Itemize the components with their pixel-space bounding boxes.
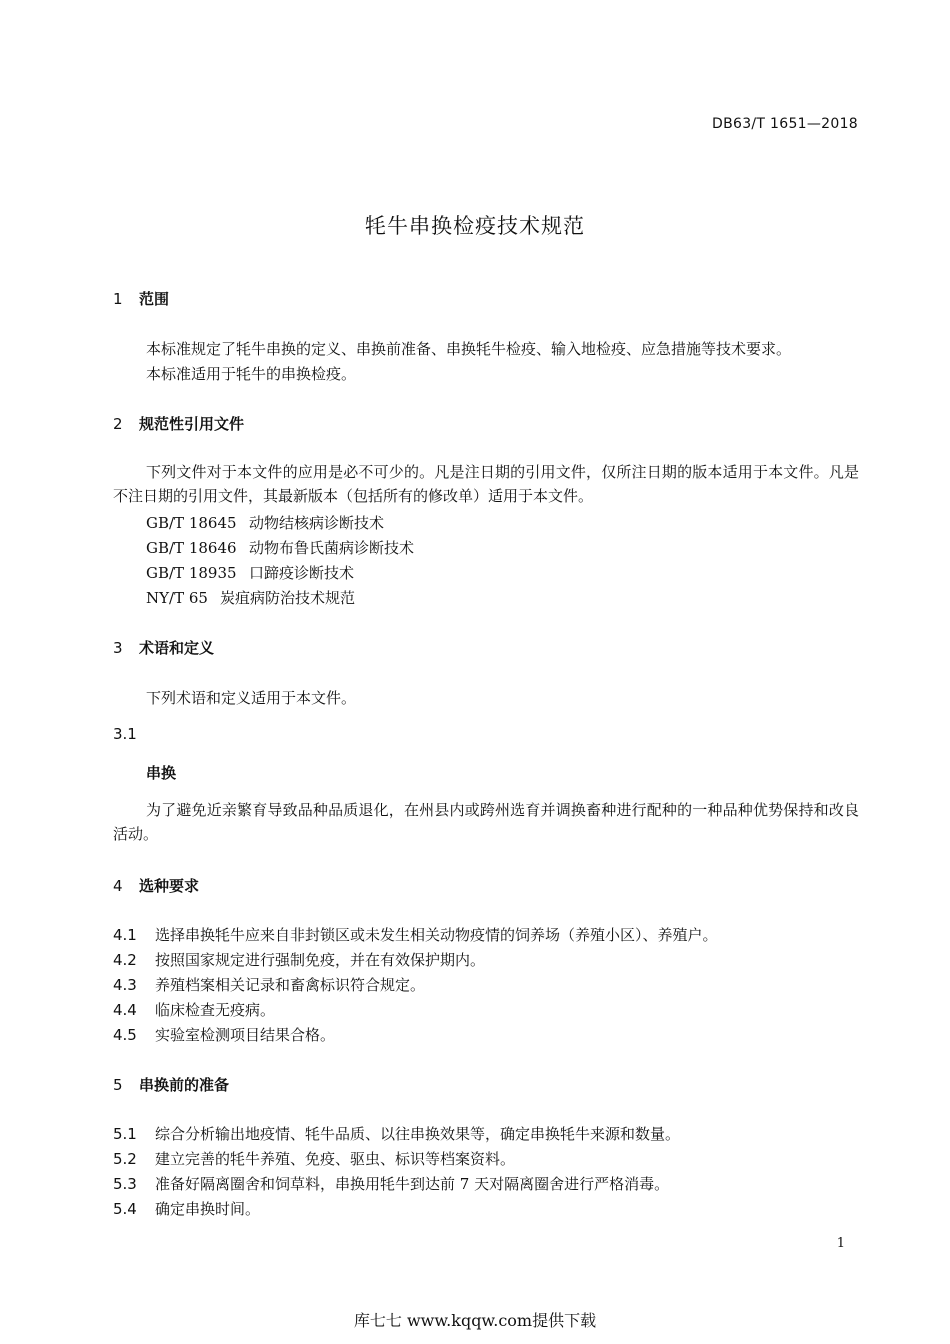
- clause-text: 按照国家规定进行强制免疫，并在有效保护期内。: [155, 951, 486, 969]
- clause: [113, 1024, 335, 1045]
- section-title: 范围: [139, 290, 170, 308]
- reference-code: NY/T 65: [146, 589, 208, 607]
- clause: [113, 999, 275, 1020]
- clause-number: 5.2: [113, 1150, 137, 1168]
- clause-number: 5.4: [113, 1200, 137, 1218]
- clause: [113, 1198, 260, 1219]
- section-3-heading: [113, 637, 214, 658]
- clause: [113, 974, 425, 995]
- reference-item: [146, 537, 414, 558]
- clause: [113, 924, 718, 945]
- clause-number: 5.1: [113, 1125, 137, 1143]
- clause-text: 选择串换牦牛应来自非封锁区或未发生相关动物疫情的饲养场（养殖小区）、养殖户。: [155, 926, 718, 944]
- section-4-heading: [113, 875, 199, 896]
- document-code: DB63/T 1651—2018: [712, 116, 858, 132]
- reference-title: 动物结核病诊断技术: [249, 514, 385, 532]
- reference-item: [146, 562, 354, 583]
- reference-title: 炭疽病防治技术规范: [220, 589, 356, 607]
- clause-number: 4.3: [113, 976, 137, 994]
- clause-number: 5.3: [113, 1175, 137, 1193]
- page-title: 牦牛串换检疫技术规范: [365, 214, 585, 238]
- term-name: 串换: [146, 764, 177, 782]
- clause: [113, 1123, 680, 1144]
- paragraph: 下列文件对于本文件的应用是必不可少的。凡是注日期的引用文件，仅所注日期的版本适用于本文件。凡是不注日期的引用文件，其最新版本（包括所有的修改单）适用于本文件。: [113, 463, 859, 505]
- section-number: 4: [113, 877, 123, 895]
- reference-code: GB/T 18935: [146, 564, 237, 582]
- section-title: 串换前的准备: [139, 1076, 230, 1094]
- reference-code: GB/T 18646: [146, 539, 237, 557]
- clause-text: 实验室检测项目结果合格。: [155, 1026, 336, 1044]
- download-source-footer: 库七七 www.kqqw.com提供下载: [353, 1311, 597, 1330]
- term-definition: 为了避免近亲繁育导致品种品质退化，在州县内或跨州选育并调换畜种进行配种的一种品种优势保持和改良活动。: [113, 801, 859, 843]
- section-number: 5: [113, 1076, 123, 1094]
- clause-number: 4.5: [113, 1026, 137, 1044]
- reference-item: [146, 587, 355, 608]
- section-2-heading: [113, 413, 244, 434]
- section-number: 1: [113, 290, 123, 308]
- clause-text: 综合分析输出地疫情、牦牛品质、以往串换效果等，确定串换牦牛来源和数量。: [155, 1125, 681, 1143]
- clause-number: 4.4: [113, 1001, 137, 1019]
- clause-text: 建立完善的牦牛养殖、免疫、驱虫、标识等档案资料。: [155, 1150, 516, 1168]
- section-1-heading: [113, 288, 169, 309]
- clause-text: 确定串换时间。: [155, 1200, 261, 1218]
- clause-text: 准备好隔离圈舍和饲草料，串换用牦牛到达前 7 天对隔离圈舍进行严格消毒。: [155, 1175, 670, 1193]
- paragraph: 本标准适用于牦牛的串换检疫。: [146, 365, 357, 383]
- section-title: 规范性引用文件: [139, 415, 245, 433]
- section-title: 术语和定义: [139, 639, 215, 657]
- clause: [113, 1173, 669, 1194]
- paragraph: 下列术语和定义适用于本文件。: [146, 689, 357, 707]
- reference-item: [146, 512, 384, 533]
- section-number: 2: [113, 415, 123, 433]
- page-number: 1: [836, 1236, 845, 1251]
- section-title: 选种要求: [139, 877, 200, 895]
- clause-number: 4.1: [113, 926, 137, 944]
- clause: [113, 1148, 515, 1169]
- section-5-heading: [113, 1074, 229, 1095]
- reference-title: 口蹄疫诊断技术: [249, 564, 355, 582]
- term-number: 3.1: [113, 725, 137, 743]
- clause-text: 养殖档案相关记录和畜禽标识符合规定。: [155, 976, 426, 994]
- paragraph: 本标准规定了牦牛串换的定义、串换前准备、串换牦牛检疫、输入地检疫、应急措施等技术要求。: [146, 340, 792, 358]
- clause: [113, 949, 485, 970]
- reference-code: GB/T 18645: [146, 514, 237, 532]
- clause-number: 4.2: [113, 951, 137, 969]
- section-number: 3: [113, 639, 123, 657]
- clause-text: 临床检查无疫病。: [155, 1001, 276, 1019]
- reference-title: 动物布鲁氏菌病诊断技术: [249, 539, 415, 557]
